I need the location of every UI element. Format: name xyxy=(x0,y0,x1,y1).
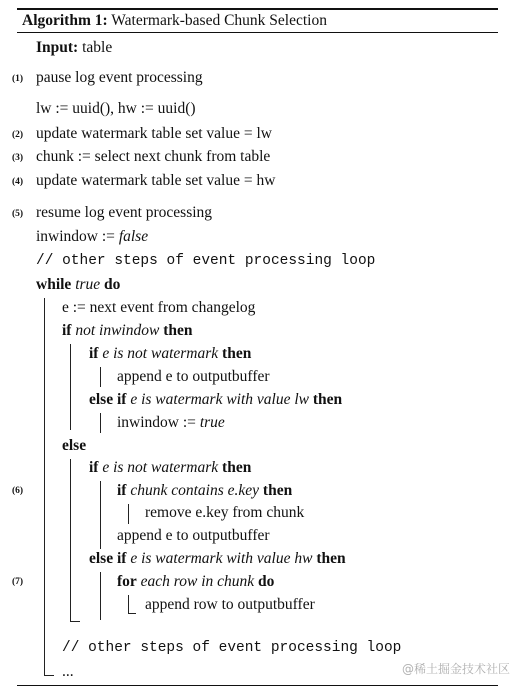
if-keyword: if xyxy=(89,459,99,476)
for-keyword: for xyxy=(117,573,137,590)
inwindow-true-bar xyxy=(100,413,101,433)
then-keyword: then xyxy=(163,322,193,339)
remove-key-line: remove e.key from chunk xyxy=(145,504,305,521)
line-number-7: (7) xyxy=(12,577,24,587)
for-each-clause: each row in chunk xyxy=(140,573,255,590)
comment-line-1: // other steps of event processing loop xyxy=(36,253,376,269)
line-number-3: (3) xyxy=(12,153,24,163)
remove-key-bar xyxy=(128,504,129,524)
if-chunk-contains-line xyxy=(117,482,292,500)
then-keyword: then xyxy=(312,391,343,408)
while-block-bar xyxy=(44,298,45,675)
inwindow-true-line xyxy=(117,414,225,432)
else-if-hw-line xyxy=(89,550,346,568)
if-keyword: if xyxy=(62,322,72,339)
update-hw-line: update watermark table set value = hw xyxy=(36,172,276,189)
hw-block-bar xyxy=(100,572,101,620)
lw-hw-line: lw := uuid(), hw := uuid() xyxy=(36,100,196,117)
watermark-lw-condition: e is watermark with value lw xyxy=(130,391,309,408)
algorithm-label: Algorithm 1: xyxy=(22,12,108,29)
then-keyword: then xyxy=(316,550,346,567)
false-literal: false xyxy=(118,228,149,245)
not-watermark-condition: e is not watermark xyxy=(102,459,219,476)
update-lw-line: update watermark table set value = lw xyxy=(36,125,272,142)
resume-line: resume log event processing xyxy=(36,204,213,221)
if-not-watermark-line-2 xyxy=(89,459,251,477)
do-keyword: do xyxy=(104,276,121,293)
bottom-rule xyxy=(17,685,498,686)
append-row-line: append row to outputbuffer xyxy=(145,596,315,613)
pause-line: pause log event processing xyxy=(36,69,203,86)
not-watermark-block-bar xyxy=(100,481,101,549)
line-number-6: (6) xyxy=(12,486,24,496)
line-number-1: (1) xyxy=(12,74,24,84)
else-block-bar xyxy=(70,459,71,621)
else-line: else xyxy=(62,437,87,454)
true-literal: true xyxy=(199,414,225,431)
then-keyword: then xyxy=(222,345,252,362)
do-keyword: do xyxy=(258,573,275,590)
not-inwindow-condition: not inwindow xyxy=(75,322,160,339)
for-block-bar xyxy=(128,595,129,613)
inwindow-false-line xyxy=(36,228,148,246)
next-event-line: e := next event from changelog xyxy=(62,299,256,316)
watermark-hw-condition: e is watermark with value hw xyxy=(130,550,313,567)
inwindow-true-prefix: inwindow := xyxy=(117,414,200,431)
else-block-end xyxy=(70,621,80,622)
else-if-keyword: else if xyxy=(89,391,127,408)
else-if-keyword: else if xyxy=(89,550,127,567)
append-e-line-2: append e to outputbuffer xyxy=(117,527,270,544)
ellipsis-line: ... xyxy=(62,663,74,680)
else-if-lw-line xyxy=(89,391,342,409)
chunk-select-line: chunk := select next chunk from table xyxy=(36,148,271,165)
chunk-contains-condition: chunk contains e.key xyxy=(130,482,260,499)
then-keyword: then xyxy=(222,459,252,476)
line-number-2: (2) xyxy=(12,130,24,140)
line-number-4: (4) xyxy=(12,177,24,187)
if-keyword: if xyxy=(89,345,99,362)
input-value: table xyxy=(82,39,113,56)
input-line xyxy=(36,39,112,57)
not-watermark-condition: e is not watermark xyxy=(102,345,219,362)
while-condition: true xyxy=(75,276,101,293)
while-block-end xyxy=(44,675,54,676)
if-not-inwindow-line xyxy=(62,322,193,340)
while-line xyxy=(36,276,120,294)
if-keyword: if xyxy=(117,482,127,499)
comment-line-2: // other steps of event processing loop xyxy=(62,640,402,656)
algorithm-caption xyxy=(22,12,327,30)
line-number-5: (5) xyxy=(12,209,24,219)
for-each-line xyxy=(117,573,274,591)
append-e-bar-1 xyxy=(100,367,101,387)
header-rule xyxy=(17,32,498,33)
if-block-bar xyxy=(70,344,71,430)
top-rule xyxy=(17,8,498,10)
append-e-line-1: append e to outputbuffer xyxy=(117,368,270,385)
algorithm-title: Watermark-based Chunk Selection xyxy=(111,12,327,29)
then-keyword: then xyxy=(262,482,293,499)
inwindow-prefix: inwindow := xyxy=(36,228,119,245)
if-not-watermark-line-1 xyxy=(89,345,251,363)
for-block-end xyxy=(128,613,136,614)
while-keyword: while xyxy=(36,276,72,293)
site-watermark: @稀土掘金技术社区 xyxy=(401,662,510,676)
input-label: Input: xyxy=(36,39,79,56)
